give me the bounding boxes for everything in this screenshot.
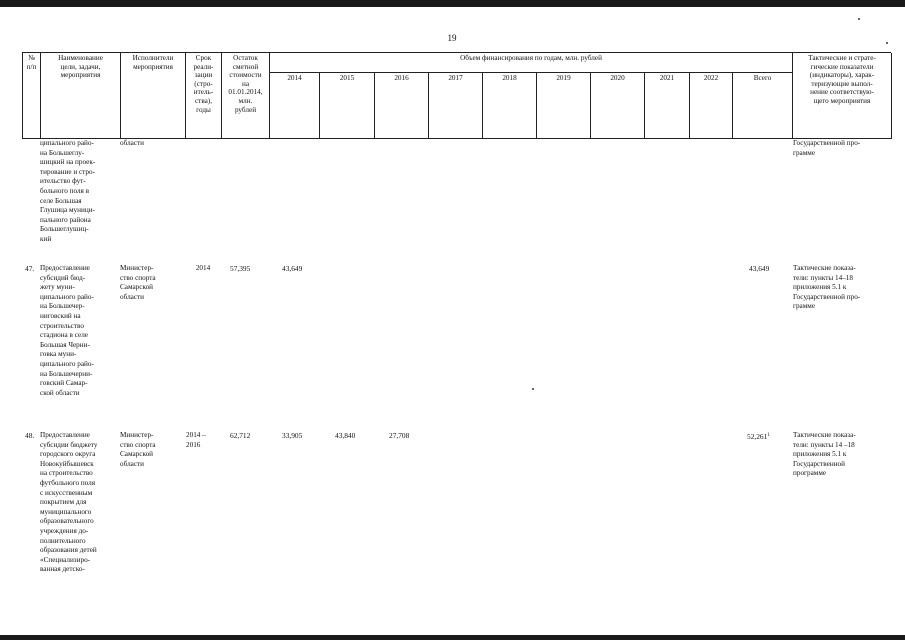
row-48-total-cell [747, 431, 770, 442]
row-47-executor: Министер- ство спорта Самарской области [120, 264, 156, 301]
scan-speck [858, 18, 860, 20]
header-indicators: Тактические и страте- гические показатели (индикаторы), харак- теризующие выпол- нение соответствую- щего мероприятия [793, 53, 892, 139]
header-year-2021: 2021 [645, 73, 690, 139]
header-executors: Исполнители мероприятия [121, 53, 186, 139]
row-47-number: 47. [25, 264, 35, 273]
row-1-indicators: Государственной про- грамме [793, 139, 861, 157]
scan-bottom-edge [0, 635, 905, 640]
scan-speck [886, 42, 888, 44]
header-num: № п/п [23, 53, 41, 139]
row-47-total: 43,649 [749, 264, 770, 273]
row-1-name: ципального райо- на Большеглу- шицкий на проек- тирование и стро- ительство фут- больного поля в селе Большая Глушица муници- пального района Большеглушиц- кий [40, 139, 96, 243]
row-48-2016: 27,708 [389, 431, 410, 440]
row-1-executor: области [120, 139, 145, 147]
row-47-term: 2014 [195, 264, 211, 272]
table-header [22, 52, 891, 139]
row-47-2014: 43,649 [282, 264, 303, 273]
header-total: Всего [733, 73, 793, 139]
row-48-term: 2014 – 2016 [186, 431, 206, 449]
row-48-total-footnote: 1 [767, 433, 770, 438]
header-year-2014: 2014 [270, 73, 320, 139]
header-year-2015: 2015 [320, 73, 375, 139]
header-funding-title: Объем финансирования по годам, млн. рублей [270, 53, 793, 73]
header-remainder: Остаток сметной стоимости на 01.01.2014, млн. рублей [222, 53, 270, 139]
header-term: Срок реали- зации (стро- итель- ства), годы [186, 53, 222, 139]
header-year-2017: 2017 [429, 73, 483, 139]
row-48-name: Предоставление субсидии бюджету городского округа Новокуйбышевск на строительство футбольного поля с искусственным покрытием для муниципального образовательного учреждения до- полнительного образования детей «Специализиро- ванная детско- [40, 431, 98, 574]
scan-top-edge [0, 0, 905, 7]
row-48-indicators: Тактические показа- тели: пункты 14 –18 приложения 5.1 к Государственной программе [793, 431, 856, 478]
row-47-indicators: Тактические показа- тели: пункты 14–18 приложения 5.1 к Государственной про- грамме [793, 264, 861, 311]
row-48-total: 52,261 [747, 432, 768, 441]
row-48-2014: 33,905 [282, 431, 303, 440]
row-47-name: Предоставление субсидий бюд- жету муни- ципального райо- на Большечер- ниговский на строительство стадиона в селе Большая Черни- говка муни- ципального райо- на Большечерни- говский Самар- ской области [40, 264, 94, 397]
header-year-2022: 2022 [690, 73, 733, 139]
page-number: 19 [447, 33, 457, 43]
header-year-2016: 2016 [375, 73, 429, 139]
row-48-number: 48. [25, 431, 35, 440]
header-year-2018: 2018 [483, 73, 537, 139]
header-name: Наименование цели, задачи, мероприятия [41, 53, 121, 139]
header-year-2019: 2019 [537, 73, 591, 139]
row-48-executor: Министер- ство спорта Самарской области [120, 431, 156, 468]
scan-speck [532, 388, 534, 390]
row-48-remainder: 62,712 [230, 431, 251, 440]
row-48-2015: 43,840 [335, 431, 356, 440]
header-year-2020: 2020 [591, 73, 645, 139]
row-47-remainder: 57,395 [230, 264, 251, 273]
